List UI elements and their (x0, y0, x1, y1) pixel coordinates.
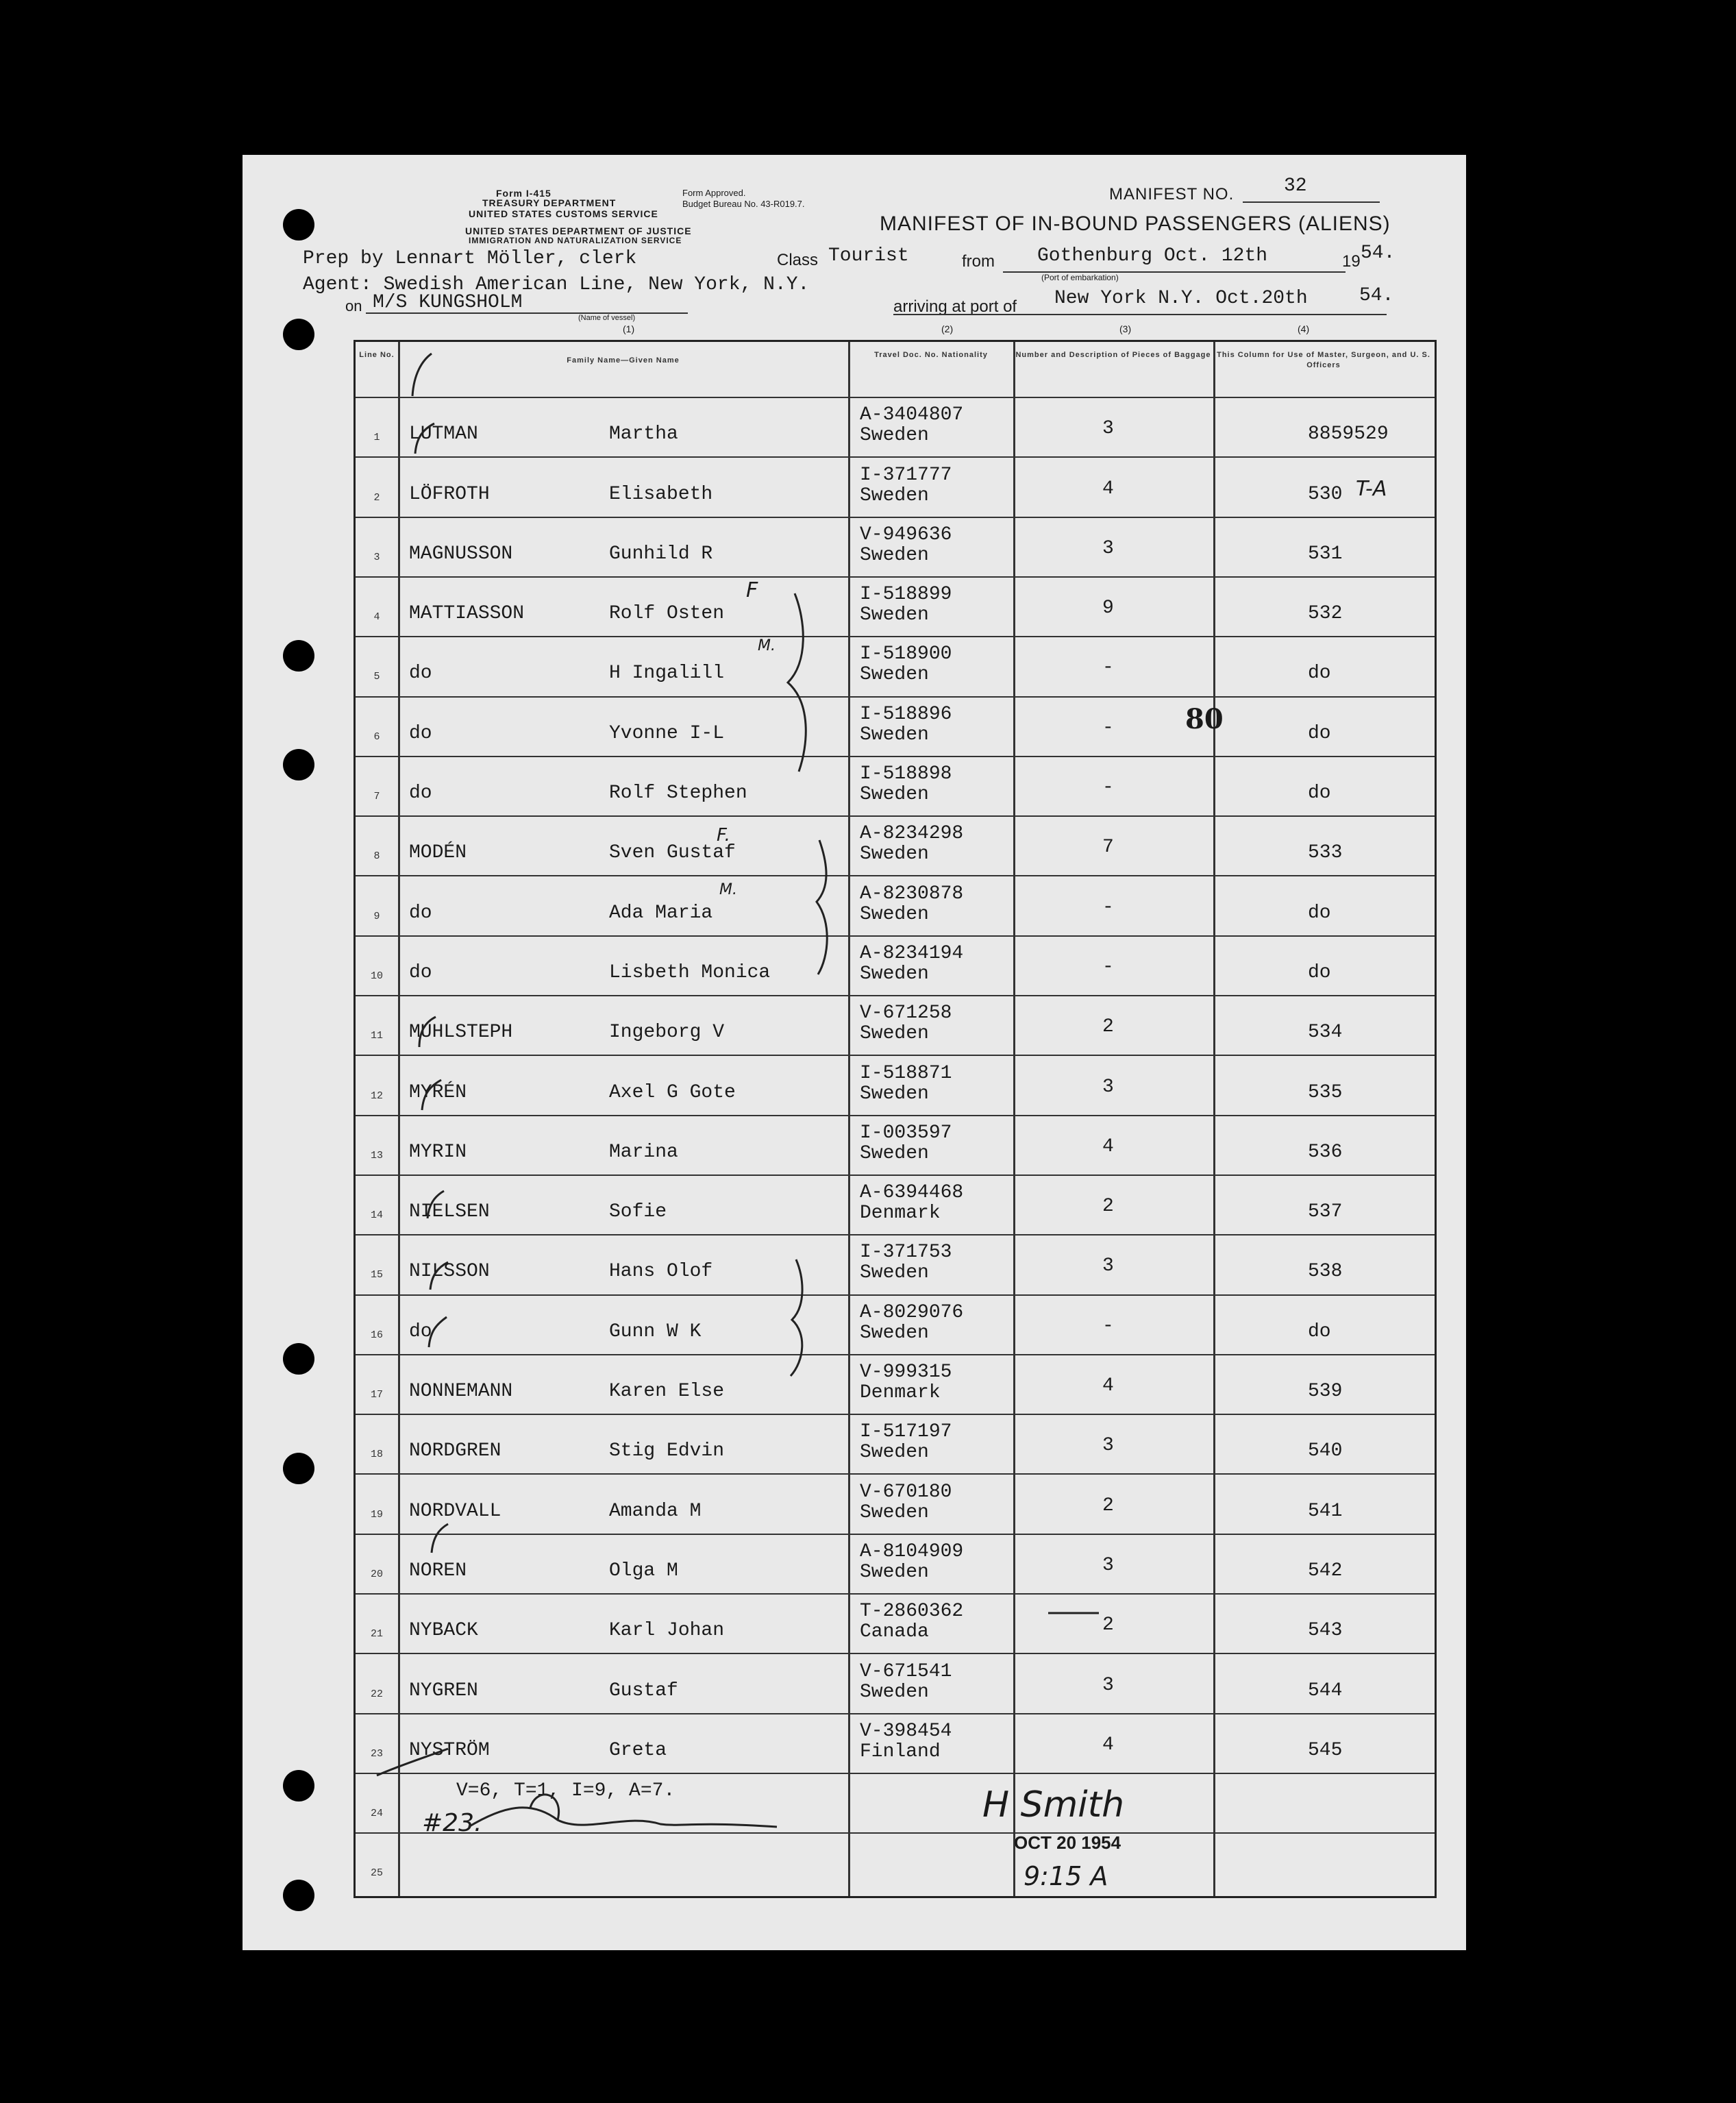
baggage-count: 2 (1102, 1495, 1114, 1516)
given-name: H Ingalill (609, 663, 725, 685)
given-name: Rolf Stephen (609, 783, 747, 804)
agent-line: Agent: Swedish American Line, New York, N.Y. (303, 274, 810, 295)
nationality: Sweden (860, 1142, 929, 1164)
note-f-2: F. (717, 825, 730, 846)
line-number: 19 (370, 1508, 383, 1521)
officer-number: 532 (1308, 603, 1343, 625)
manifest-page (243, 155, 1466, 1950)
manifest-number: 32 (1284, 175, 1307, 197)
line-number: 9 (373, 910, 380, 922)
officer-number: 543 (1308, 1620, 1343, 1642)
travel-doc-no: I-517197 (860, 1421, 952, 1443)
officer-number: 539 (1308, 1381, 1343, 1403)
nationality: Denmark (860, 1203, 941, 1225)
baggage-count: 7 (1102, 837, 1114, 859)
travel-doc-no: A-8230878 (860, 883, 964, 905)
arrival-port: New York N.Y. Oct.20th (1054, 288, 1308, 309)
family-name: MATTIASSON (409, 603, 525, 625)
nationality: Sweden (860, 1561, 929, 1583)
line-number: 20 (370, 1568, 383, 1580)
family-name: do (409, 663, 432, 685)
nationality: Sweden (860, 1681, 929, 1703)
line-number: 1 (373, 432, 380, 444)
travel-doc-no: A-8029076 (860, 1301, 964, 1323)
given-name: Hans Olof (609, 1261, 713, 1283)
baggage-count: 3 (1102, 537, 1114, 559)
travel-doc-no: I-003597 (860, 1122, 952, 1144)
officer-number: 541 (1308, 1500, 1343, 1522)
manifest-label: MANIFEST NO. (1109, 185, 1235, 204)
officer-number: do (1308, 1320, 1331, 1342)
travel-doc-no: I-518899 (860, 584, 952, 606)
col-num-3: (3) (1119, 323, 1132, 334)
nationality: Sweden (860, 484, 929, 506)
family-name: NYSTRÖM (409, 1739, 490, 1761)
travel-doc-no: V-671541 (860, 1660, 952, 1682)
line-number: 2 (373, 491, 380, 504)
line-number: 8 (373, 850, 380, 863)
handwritten-80: 80 (1185, 703, 1224, 735)
col-num-1: (1) (623, 323, 635, 334)
given-name: Axel G Gote (609, 1081, 736, 1103)
line-number: 16 (370, 1329, 383, 1341)
line-number: 10 (370, 970, 383, 982)
nationality: Sweden (860, 844, 929, 865)
line-number: 18 (370, 1449, 383, 1461)
given-name: Gunhild R (609, 543, 713, 565)
officer-number: 542 (1308, 1560, 1343, 1582)
travel-doc-no: A-6394468 (860, 1182, 964, 1204)
date-stamp: OCT 20 1954 (1014, 1832, 1121, 1853)
line-number: 13 (370, 1149, 383, 1161)
officer-number: 531 (1308, 543, 1343, 565)
nationality: Sweden (860, 963, 929, 985)
header-baggage: Number and Description of Pieces of Baggage (1015, 351, 1211, 359)
on-label: on (345, 297, 362, 315)
family-name: NYBACK (409, 1620, 478, 1642)
note-f-1: F (746, 578, 758, 602)
col-num-4: (4) (1298, 323, 1310, 334)
officer-number: 530 (1308, 483, 1343, 505)
nationality: Denmark (860, 1382, 941, 1404)
travel-doc-no: I-371777 (860, 464, 952, 486)
baggage-count: 3 (1102, 1435, 1114, 1457)
baggage-count: 3 (1102, 1674, 1114, 1696)
line-number: 14 (370, 1209, 383, 1222)
nationality: Sweden (860, 425, 929, 447)
baggage-count: 2 (1102, 1614, 1114, 1636)
line-number: 5 (373, 671, 380, 683)
family-name: LUTMAN (409, 423, 478, 445)
class-value: Tourist (828, 245, 909, 267)
line-number: 3 (373, 551, 380, 563)
justice-dept: UNITED STATES DEPARTMENT OF JUSTICE (465, 225, 692, 236)
line-number: 23 (370, 1747, 383, 1760)
given-name: Yvonne I-L (609, 722, 725, 744)
travel-doc-no: V-999315 (860, 1362, 952, 1383)
officer-number: 537 (1308, 1201, 1343, 1223)
given-name: Greta (609, 1739, 667, 1761)
line-number: 12 (370, 1090, 383, 1102)
vessel-caption: (Name of vessel) (578, 314, 636, 322)
officer-signature: H Smith (982, 1784, 1125, 1825)
family-name: MYRIN (409, 1141, 467, 1163)
family-name: NORDVALL (409, 1500, 501, 1522)
given-name: Gustaf (609, 1680, 678, 1701)
family-name: NONNEMANN (409, 1381, 513, 1403)
family-name: do (409, 1320, 432, 1342)
family-name: MAGNUSSON (409, 543, 513, 565)
family-name: NORDGREN (409, 1440, 501, 1462)
travel-doc-no: A-8234194 (860, 942, 964, 964)
given-name: Marina (609, 1141, 678, 1163)
baggage-count: 3 (1102, 1076, 1114, 1098)
col-num-2: (2) (941, 323, 954, 334)
baggage-count: - (1102, 777, 1114, 799)
baggage-count: 4 (1102, 1375, 1114, 1397)
given-name: Rolf Osten (609, 603, 725, 625)
baggage-count: 4 (1102, 1734, 1114, 1756)
nationality: Sweden (860, 1023, 929, 1045)
year-prefix: 19 (1342, 252, 1361, 271)
travel-doc-no: A-8104909 (860, 1540, 964, 1562)
baggage-count: - (1102, 1315, 1114, 1337)
line-number: 4 (373, 611, 380, 624)
travel-doc-no: I-371753 (860, 1242, 952, 1264)
note-m-1: M. (758, 637, 776, 654)
baggage-count: 9 (1102, 598, 1114, 619)
travel-doc-no: A-8234298 (860, 823, 964, 845)
officer-number: do (1308, 663, 1331, 685)
arriving-label: arriving at port of (893, 297, 1017, 316)
family-name: NYGREN (409, 1680, 478, 1701)
baggage-count: 3 (1102, 1255, 1114, 1277)
nationality: Sweden (860, 1262, 929, 1284)
given-name: Sven Gustaf (609, 842, 736, 864)
officer-number: 8859529 (1308, 423, 1389, 445)
officer-number: do (1308, 902, 1331, 924)
travel-doc-no: I-518871 (860, 1062, 952, 1084)
line-number: 25 (370, 1867, 383, 1880)
vessel-name: M/S KUNGSHOLM (373, 292, 523, 313)
baggage-count: 4 (1102, 478, 1114, 500)
nationality: Sweden (860, 1442, 929, 1464)
ink-marks (243, 155, 1466, 1950)
family-name: do (409, 902, 432, 924)
budget-bureau: Budget Bureau No. 43-R019.7. (682, 199, 805, 209)
baggage-count: 2 (1102, 1016, 1114, 1038)
officer-number: 536 (1308, 1141, 1343, 1163)
baggage-count: - (1102, 956, 1114, 978)
nationality: Sweden (860, 664, 929, 686)
line-number: 7 (373, 791, 380, 803)
nationality: Sweden (860, 1501, 929, 1523)
given-name: Elisabeth (609, 483, 713, 505)
family-name: do (409, 722, 432, 744)
travel-doc-no: V-949636 (860, 524, 952, 545)
nationality: Sweden (860, 1322, 929, 1344)
customs-service: UNITED STATES CUSTOMS SERVICE (469, 208, 658, 219)
given-name: Ingeborg V (609, 1022, 725, 1044)
manifest-title: MANIFEST OF IN-BOUND PASSENGERS (ALIENS) (880, 212, 1391, 235)
travel-doc-no: V-670180 (860, 1481, 952, 1503)
baggage-count: - (1102, 657, 1114, 679)
line-number: 15 (370, 1269, 383, 1281)
baggage-count: - (1102, 717, 1114, 739)
baggage-count: 3 (1102, 1554, 1114, 1576)
header-officer-use: This Column for Use of Master, Surgeon, and U. S. Officers (1217, 351, 1430, 369)
given-name: Stig Edvin (609, 1440, 725, 1462)
officer-number: 535 (1308, 1081, 1343, 1103)
form-approved: Form Approved. (682, 188, 746, 198)
nationality: Sweden (860, 1083, 929, 1105)
nationality: Canada (860, 1621, 929, 1643)
port-caption: (Port of embarkation) (1041, 273, 1119, 282)
from-label: from (962, 252, 995, 271)
family-name: NIELSEN (409, 1201, 490, 1223)
travel-doc-no: V-398454 (860, 1720, 952, 1742)
baggage-count: 2 (1102, 1196, 1114, 1218)
officer-number: 545 (1308, 1739, 1343, 1761)
line-number: 22 (370, 1688, 383, 1700)
travel-doc-no: I-518896 (860, 703, 952, 725)
given-name: Olga M (609, 1560, 678, 1582)
class-label: Class (777, 251, 819, 269)
nationality: Sweden (860, 903, 929, 925)
family-name: do (409, 783, 432, 804)
header-travel-doc: Travel Doc. No. Nationality (874, 351, 988, 359)
arrival-year: 54. (1359, 285, 1394, 306)
travel-doc-no: T-2860362 (860, 1601, 964, 1623)
time-note: 9:15 A (1024, 1861, 1108, 1891)
officer-number: do (1308, 722, 1331, 744)
form-number: Form I-415 (496, 188, 551, 199)
officer-number: do (1308, 961, 1331, 983)
family-name: MYRÉN (409, 1081, 467, 1103)
family-name: NILSSON (409, 1261, 490, 1283)
line-number: 11 (370, 1030, 383, 1042)
embarkation-port: Gothenburg Oct. 12th (1037, 245, 1268, 267)
prepared-by: Prep by Lennart Möller, clerk (303, 248, 637, 269)
baggage-count: 3 (1102, 418, 1114, 440)
given-name: Karen Else (609, 1381, 725, 1403)
travel-doc-no: V-671258 (860, 1003, 952, 1024)
nationality: Sweden (860, 544, 929, 566)
note-m-2: M. (719, 881, 737, 898)
family-name: do (409, 961, 432, 983)
officer-number: 534 (1308, 1022, 1343, 1044)
given-name: Sofie (609, 1201, 667, 1223)
class-summary: V=6, T=1, I=9, A=7. (456, 1780, 675, 1801)
family-name: MODÉN (409, 842, 467, 864)
line-number: 6 (373, 730, 380, 743)
given-name: Karl Johan (609, 1620, 725, 1642)
travel-doc-no: A-3404807 (860, 404, 964, 426)
officer-number: 540 (1308, 1440, 1343, 1462)
officer-number: 544 (1308, 1680, 1343, 1701)
header-line-no: Line No. (359, 351, 395, 359)
treasury-dept: TREASURY DEPARTMENT (482, 197, 617, 208)
line-number: 17 (370, 1389, 383, 1401)
given-name: Gunn W K (609, 1320, 702, 1342)
given-name: Lisbeth Monica (609, 961, 771, 983)
line-number: 21 (370, 1628, 383, 1640)
baggage-count: 4 (1102, 1135, 1114, 1157)
passenger-count: #23. (422, 1809, 482, 1837)
nationality: Finland (860, 1741, 941, 1762)
given-name: Martha (609, 423, 678, 445)
given-name: Ada Maria (609, 902, 713, 924)
nationality: Sweden (860, 784, 929, 806)
year-suffix: 54. (1361, 243, 1396, 264)
nationality: Sweden (860, 724, 929, 746)
given-name: Amanda M (609, 1500, 702, 1522)
line-number: 24 (370, 1808, 383, 1820)
officer-number: 538 (1308, 1261, 1343, 1283)
family-name: LÖFROTH (409, 483, 490, 505)
officer-number: do (1308, 783, 1331, 804)
family-name: MUHLSTEPH (409, 1022, 513, 1044)
header-name: Family Name—Given Name (567, 356, 680, 365)
travel-doc-no: I-518898 (860, 763, 952, 785)
baggage-count: - (1102, 896, 1114, 918)
officer-number: 533 (1308, 842, 1343, 864)
ins-service: IMMIGRATION AND NATURALIZATION SERVICE (469, 236, 682, 245)
travel-doc-no: I-518900 (860, 643, 952, 665)
family-name: NOREN (409, 1560, 467, 1582)
nationality: Sweden (860, 604, 929, 626)
t-a-note: T-A (1356, 477, 1387, 501)
